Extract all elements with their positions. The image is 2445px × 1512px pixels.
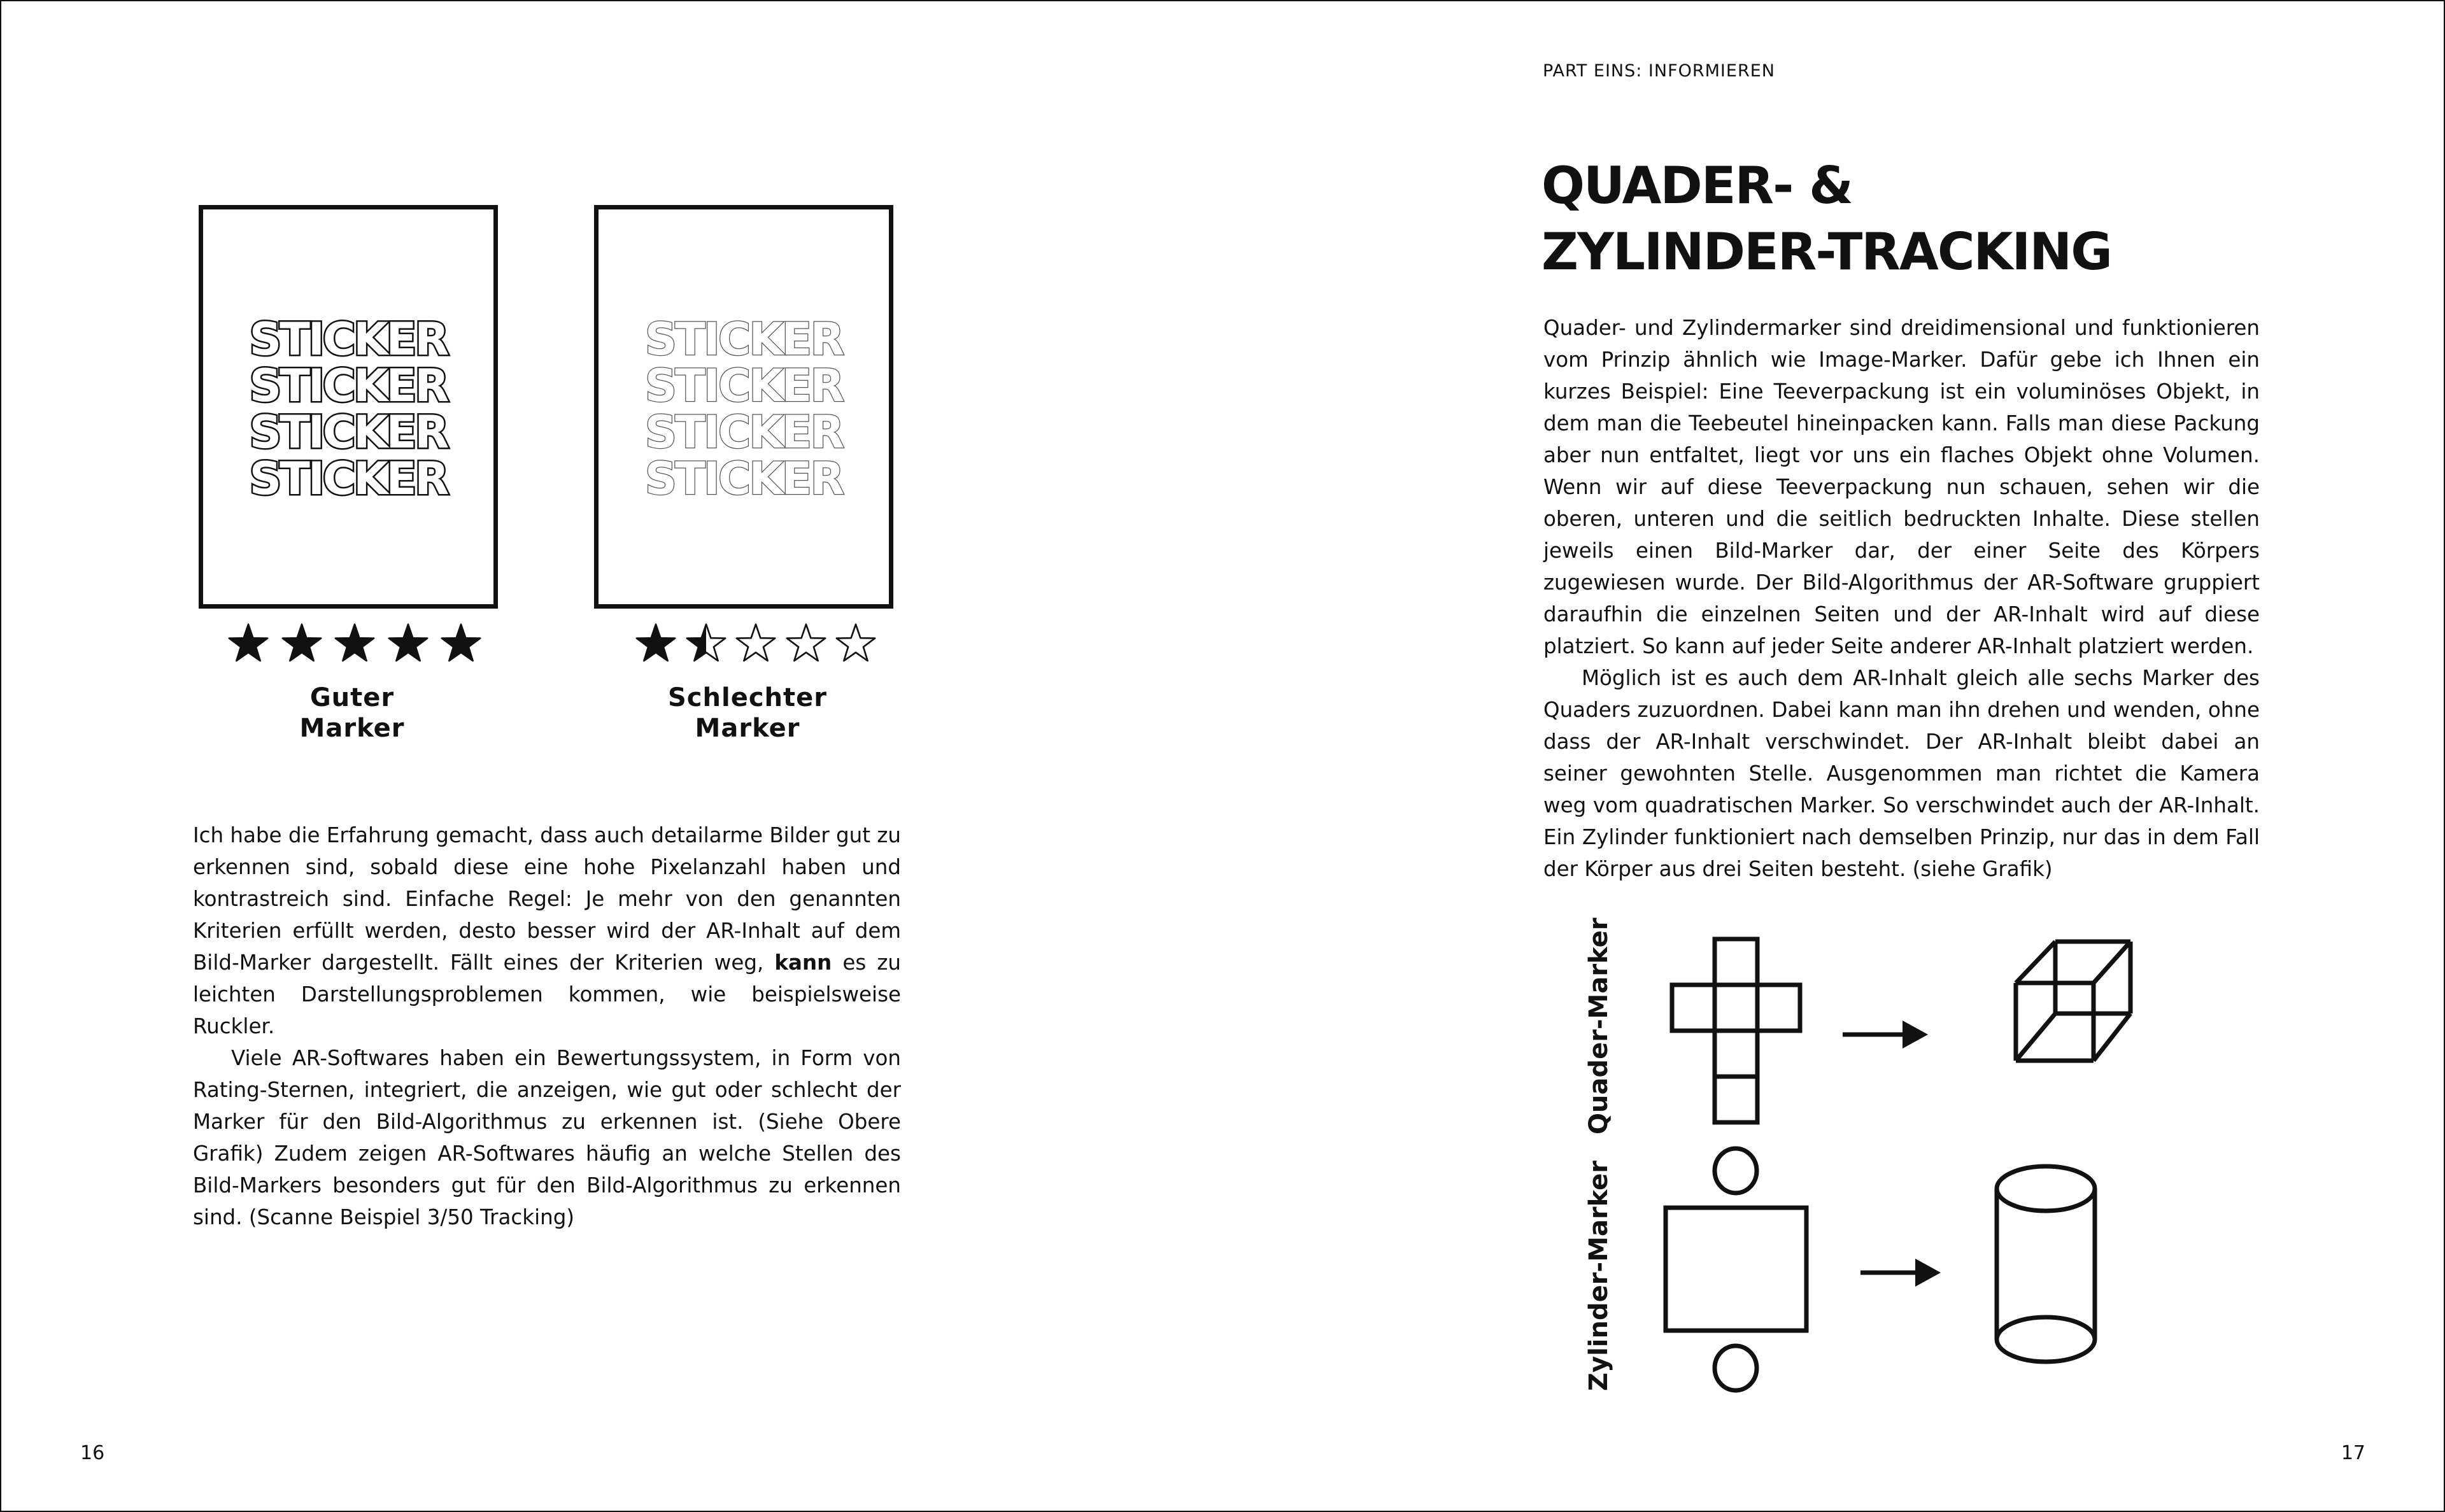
star-full-icon [227,623,269,665]
sticker-stack [599,313,889,505]
wireframe-cube-icon [2016,942,2130,1061]
bold-word: kann [774,950,832,975]
left-page [0,0,1222,1512]
sticker-word: STICKER [249,313,448,365]
star-full-icon [440,623,482,665]
wireframe-cube-lines [2016,942,2130,1061]
arrow-right-icon [1843,1021,1928,1049]
sticker-word: STICKER [644,406,843,458]
cylinder-net-icon [1666,1148,1806,1390]
marker-label-line: Guter [309,683,395,712]
sticker-stack [203,313,493,505]
page-number: 17 [2341,1442,2365,1464]
paragraph: Möglich ist es auch dem AR-Inhalt gleich alle sechs Marker des Quaders zuzuordnen. Dabei kann man ihn drehen und wenden, ohne dass der AR-Inhalt verschwindet. Der AR-Inhalt bleibt dabei an seiner gewohnten Stelle. Ausgenommen man richtet die Kamera weg vom quadratischen Marker. So verschwindet auch der AR-Inhalt. Ein Zylinder funktioniert nach demselben Prinzip, nur das in dem Fall der Körper aus drei Seiten besteht. (siehe Grafik) [1543,666,2260,881]
good-marker-card [199,205,498,609]
paragraph [193,819,901,1042]
star-half-icon [685,623,727,665]
good-marker-label [225,682,479,744]
star-empty-icon [835,623,877,665]
sticker-word: STICKER [249,360,448,412]
page-number: 16 [80,1442,105,1464]
paragraph-text: Ich habe die Erfahrung gemacht, dass auch detailarme Bilder gut zu erkennen sind, sobald diese eine hohe Pixelanzahl haben und kontrastreich sind. Einfache Regel: Je mehr von den genannten Kriterien erfüllt werden, desto besser wird der AR-Inhalt auf dem Bild-Marker dargestellt. Fällt eines der Kriterien weg, [193,823,901,975]
zylinder-marker-label: Zylinder-Marker [1584,1161,1613,1391]
star-empty-icon [785,623,827,665]
paragraph: Viele AR-Softwares haben ein Bewertungssystem, in Form von Rating-Sternen, integriert, die anzeigen, wie gut oder schlecht der Marker für den Bild-Algorithmus zu erkennen ist. (Siehe Obere Grafik) Zudem zeigen AR-Softwares häufig an welche Stellen des Bild-Markers besonders gut für den Bild-Algorithmus zu erkennen sind. (Scanne Beispiel 3/50 Tracking) [193,1046,901,1229]
paragraph: Quader- und Zylindermarker sind dreidimensional und funktionieren vom Prinzip ähnlich wie Image-Marker. Dafür gebe ich Ihnen ein kurzes Beispiel: Eine Teeverpackung ist ein voluminöses Objekt, in dem man die Teebeutel hineinpacken kann. Falls man diese Packung aber nun entfaltet, liegt vor uns ein flaches Objekt ohne Volumen. Wenn wir auf diese Teeverpackung nun schauen, sehen wir die oberen, unteren und die seitlich bedruckten Inhalte. Diese stellen jeweils einen Bild-Marker dar, der einer Seite des Körpers zugewiesen wurde. Der Bild-Algorithmus der AR-Software gruppiert daraufhin die einzelnen Seiten und der AR-Inhalt wird auf diese platziert. So kann auf jeder Seite anderer AR-Inhalt platziert werden. [1543,316,2260,658]
title-line: QUADER- & [1541,156,1852,215]
cube-net-icon [1672,939,1800,1122]
right-body-text [1543,312,2260,885]
arrow-right-icon [1860,1259,1941,1287]
page-title [1541,153,2111,285]
sticker-word: STICKER [644,453,843,505]
star-full-icon [635,623,677,665]
paragraph-text: es zu leichten Darstellungsproblemen kommen, wie beispielsweise Ruckler. [193,950,902,1038]
tracking-diagram [1573,917,2216,1413]
sticker-word: STICKER [249,453,448,505]
star-empty-icon [735,623,777,665]
marker-label-line: Marker [299,714,405,743]
sticker-word: STICKER [249,406,448,458]
bad-marker-card [594,205,893,609]
left-body-text [193,819,901,1233]
bad-marker-label [620,682,875,744]
star-full-icon [334,623,376,665]
sticker-word: STICKER [644,313,843,365]
marker-label-line: Schlechter [668,683,827,712]
bad-marker-rating [635,623,877,665]
cylinder-icon [1997,1166,2095,1362]
quader-marker-label: Quader-Marker [1584,917,1613,1134]
star-full-icon [387,623,429,665]
marker-label-line: Marker [695,714,800,743]
running-head: PART EINS: INFORMIEREN [1543,61,1775,81]
star-full-icon [281,623,323,665]
sticker-word: STICKER [644,360,843,412]
good-marker-rating [227,623,482,665]
title-line: ZYLINDER-TRACKING [1541,222,2111,281]
